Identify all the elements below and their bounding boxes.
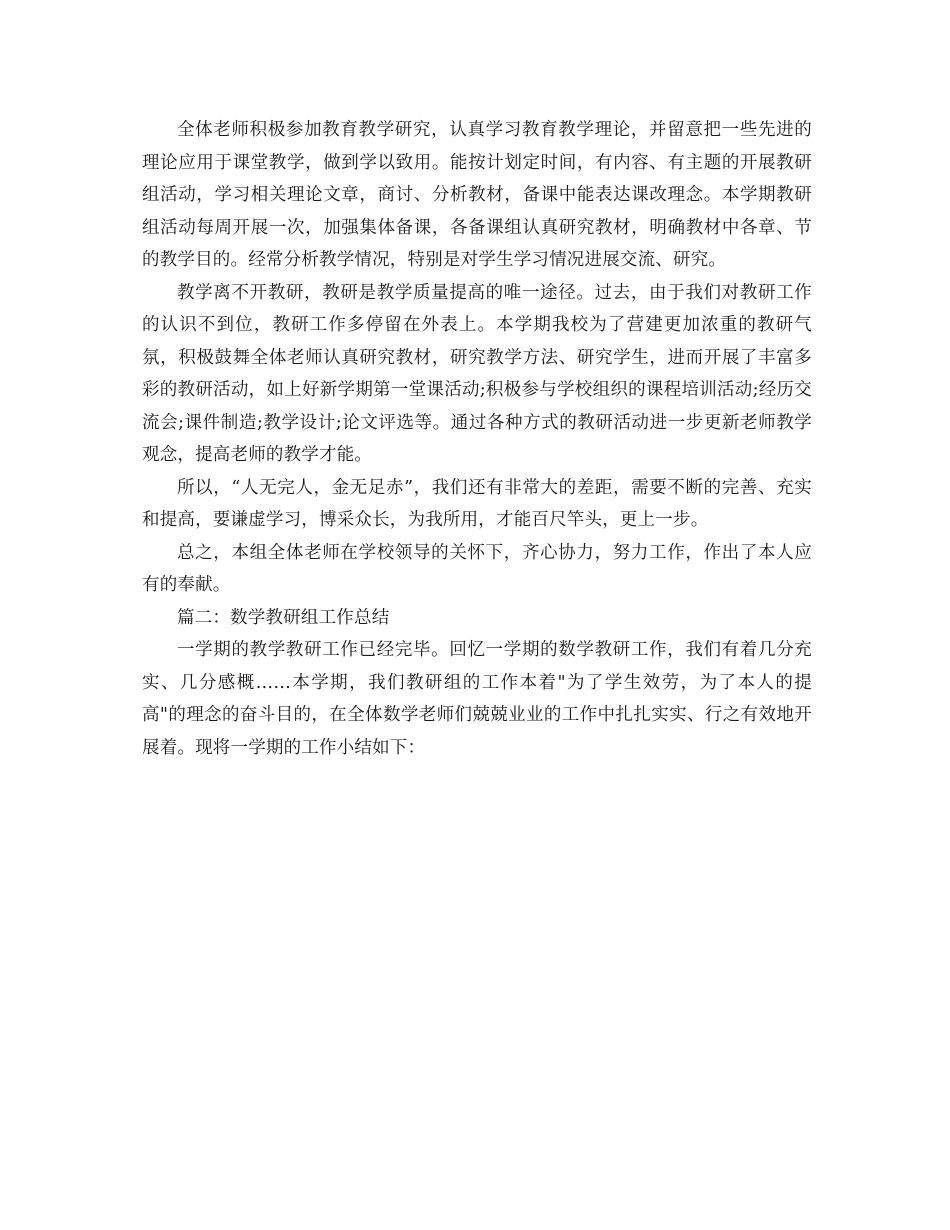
paragraph-improvement: 所以，“人无完人，金无足赤”，我们还有非常大的差距，需要不断的完善、充实和提高，要谦虚学习，博采众长，为我所用，才能百尺竿头，更上一步。 bbox=[142, 477, 812, 530]
section-heading: 篇二：数学教研组工作总结 bbox=[177, 607, 390, 628]
paragraph-teaching-research: 教学离不开教研，教研是教学质量提高的唯一途径。过去，由于我们对教研工作的认识不到位，教研工作多停留在外表上。本学期我校为了营建更加浓重的教研气氛，积极鼓舞全体老师认真研究教材，研究教学方法、研究学生，进而开展了丰富多彩的教研活动，如上好新学期第一堂课活动;积极参与学校组织的课程培训活动;经历交流会;课件制造;教学设计;论文评选等。通过各种方式的教研活动进一步更新老师教学观念，提高老师的教学才能。 bbox=[142, 282, 812, 465]
paragraph-research: 全体老师积极参加教育教学研究，认真学习教育教学理论，并留意把一些先进的理论应用于课堂教学，做到学以致用。能按计划定时间，有内容、有主题的开展教研组活动，学习相关理论文章，商讨、分析教材，备课中能表达课改理念。本学期教研组活动每周开展一次，加强集体备课，各备课组认真研究教材，明确教材中各章、节的教学目的。经常分析教学情况，特别是对学生学习情况进展交流、研究。 bbox=[142, 120, 812, 270]
document-body bbox=[142, 114, 812, 764]
paragraph-summary: 总之，本组全体老师在学校领导的关怀下，齐心协力，努力工作，作出了本人应有的奉献。 bbox=[142, 542, 812, 595]
paragraph-semester-intro: 一学期的教学教研工作已经完毕。回忆一学期的数学教研工作，我们有着几分充实、几分感概……本学期，我们教研组的工作本着"为了学生效劳，为了本人的提高"的理念的奋斗目的，在全体数学老师们兢兢业业的工作中扎扎实实、行之有效地开展着。现将一学期的工作小结如下： bbox=[142, 640, 812, 758]
